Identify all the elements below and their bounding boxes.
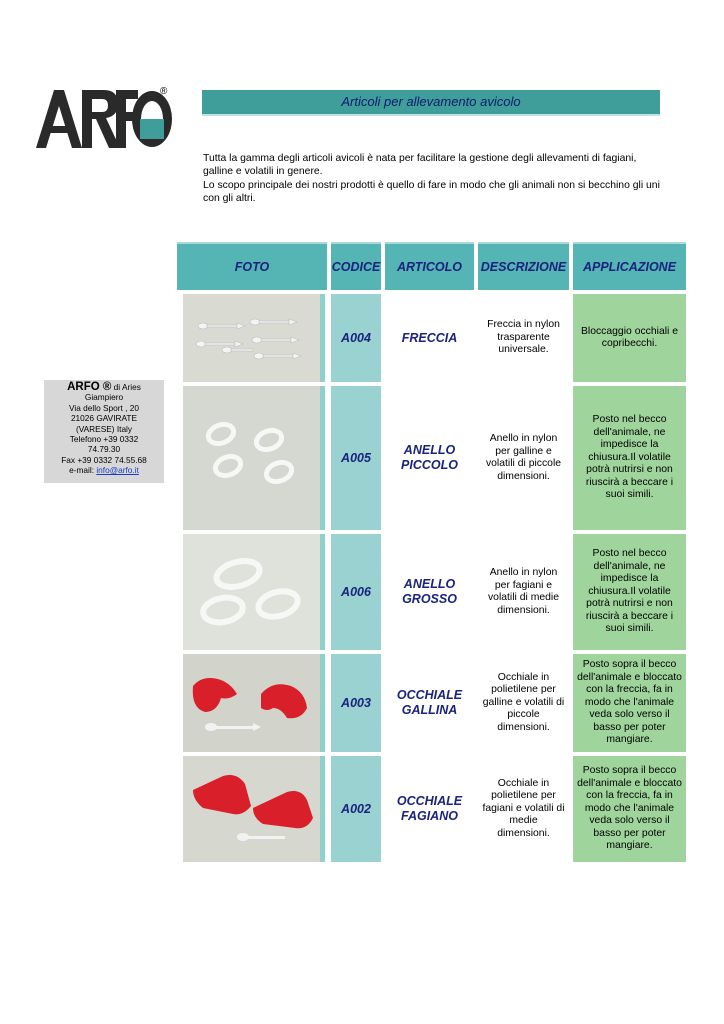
contact-brand: ARFO ® [67,381,112,393]
description-a006: Anello in nylon per fagiani e volatili di medie dimensioni. [487,567,560,616]
application-a006: Posto nel becco dell'animale, ne impedisce la chiusura.Il volatile potrà nutrirsi e non riuscirà a beccare i suoi simili. [573,534,686,650]
code-a005: A005 [331,386,381,530]
product-photo-arrows [183,294,320,382]
article-line: OCCHIALE [396,794,463,808]
application-a005: Posto nel becco dell'animale, ne impedisce la chiusura.Il volatile potrà nutrirsi e non riuscirà a beccare i suoi simili. [573,386,686,530]
contact-email-label: e-mail: [69,465,95,476]
contact-box [44,380,164,483]
header-foto: FOTO [177,242,327,290]
description-a002: Occhiale in polietilene per fagiani e volatili di medie dimensioni. [482,777,565,839]
code-a002: A002 [331,756,381,862]
header-codice: CODICE [331,242,381,290]
application-a004: Bloccaggio occhiali e copribecchi. [573,294,686,382]
application-a002: Posto sopra il becco dell'animale e bloccato con la freccia, fa in modo che l'animale veda solo verso il basso per poter mangiare. [573,756,686,862]
contact-city: 21026 GAVIRATE [70,413,138,424]
article-line: OCCHIALE [396,688,463,702]
code-a004: A004 [331,294,381,382]
contact-email-line [44,465,164,475]
application-a003: Posto sopra il becco dell'animale e bloccato con la freccia, fa in modo che l'animale veda solo verso il basso per poter mangiare. [573,654,686,752]
article-a005 [385,386,474,530]
contact-owner-prefix: di Aries [113,382,141,392]
article-line: ANELLO [403,577,456,591]
code-a006: A006 [331,534,381,650]
article-line: PICCOLO [401,458,458,472]
contact-email-link[interactable]: info@arfo.it [96,465,139,476]
product-photo-large-rings [183,534,320,650]
code-a003: A003 [331,654,381,752]
article-a002 [385,756,474,862]
product-photo-red-blinders-large [183,756,320,862]
contact-street: Via dello Sport , 20 [69,402,139,413]
article-line: FAGIANO [401,809,458,823]
header-applicazione: APPLICAZIONE [573,242,686,290]
description-a005: Anello in nylon per galline e volatili di piccole dimensioni. [485,433,562,482]
header-descrizione: DESCRIZIONE [478,242,569,290]
description-a003: Occhiale in polietilene per galline e volatili di piccole dimensioni. [482,671,565,733]
title-bar [202,90,660,116]
article-line: ANELLO [403,443,456,457]
article-line: GALLINA [401,703,458,717]
arfo-logo [34,82,174,154]
contact-fax: Fax +39 0332 74.55.68 [61,454,147,465]
intro-paragraph-2: Lo scopo principale dei nostri prodotti è quello di fare in modo che gli animali non si becchino gli uni con gli altri. [203,179,660,204]
description-a004: Freccia in nylon trasparente universale. [487,319,560,356]
article-line: FRECCIA [401,330,458,345]
product-photo-red-blinders-small [183,654,320,752]
page-title: Articoli per allevamento avicolo [341,94,521,109]
registered-mark: ® [160,86,168,97]
article-a003 [385,654,474,752]
contact-brand-line [44,382,164,392]
contact-phone-rest: 74.79.30 [87,444,121,455]
contact-region: (VARESE) Italy [75,423,133,434]
article-a006 [385,534,474,650]
article-a004 [385,294,474,382]
header-articolo: ARTICOLO [385,242,474,290]
article-line: GROSSO [402,592,457,606]
intro-paragraph-1: Tutta la gamma degli articoli avicoli è nata per facilitare la gestione degli allevamenti di fagiani, galline e volatili in genere. [203,153,637,178]
contact-owner: Giampiero [84,392,124,403]
contact-phone: Telefono +39 0332 [69,434,139,445]
intro-text [203,152,663,205]
product-photo-small-rings [183,386,320,530]
